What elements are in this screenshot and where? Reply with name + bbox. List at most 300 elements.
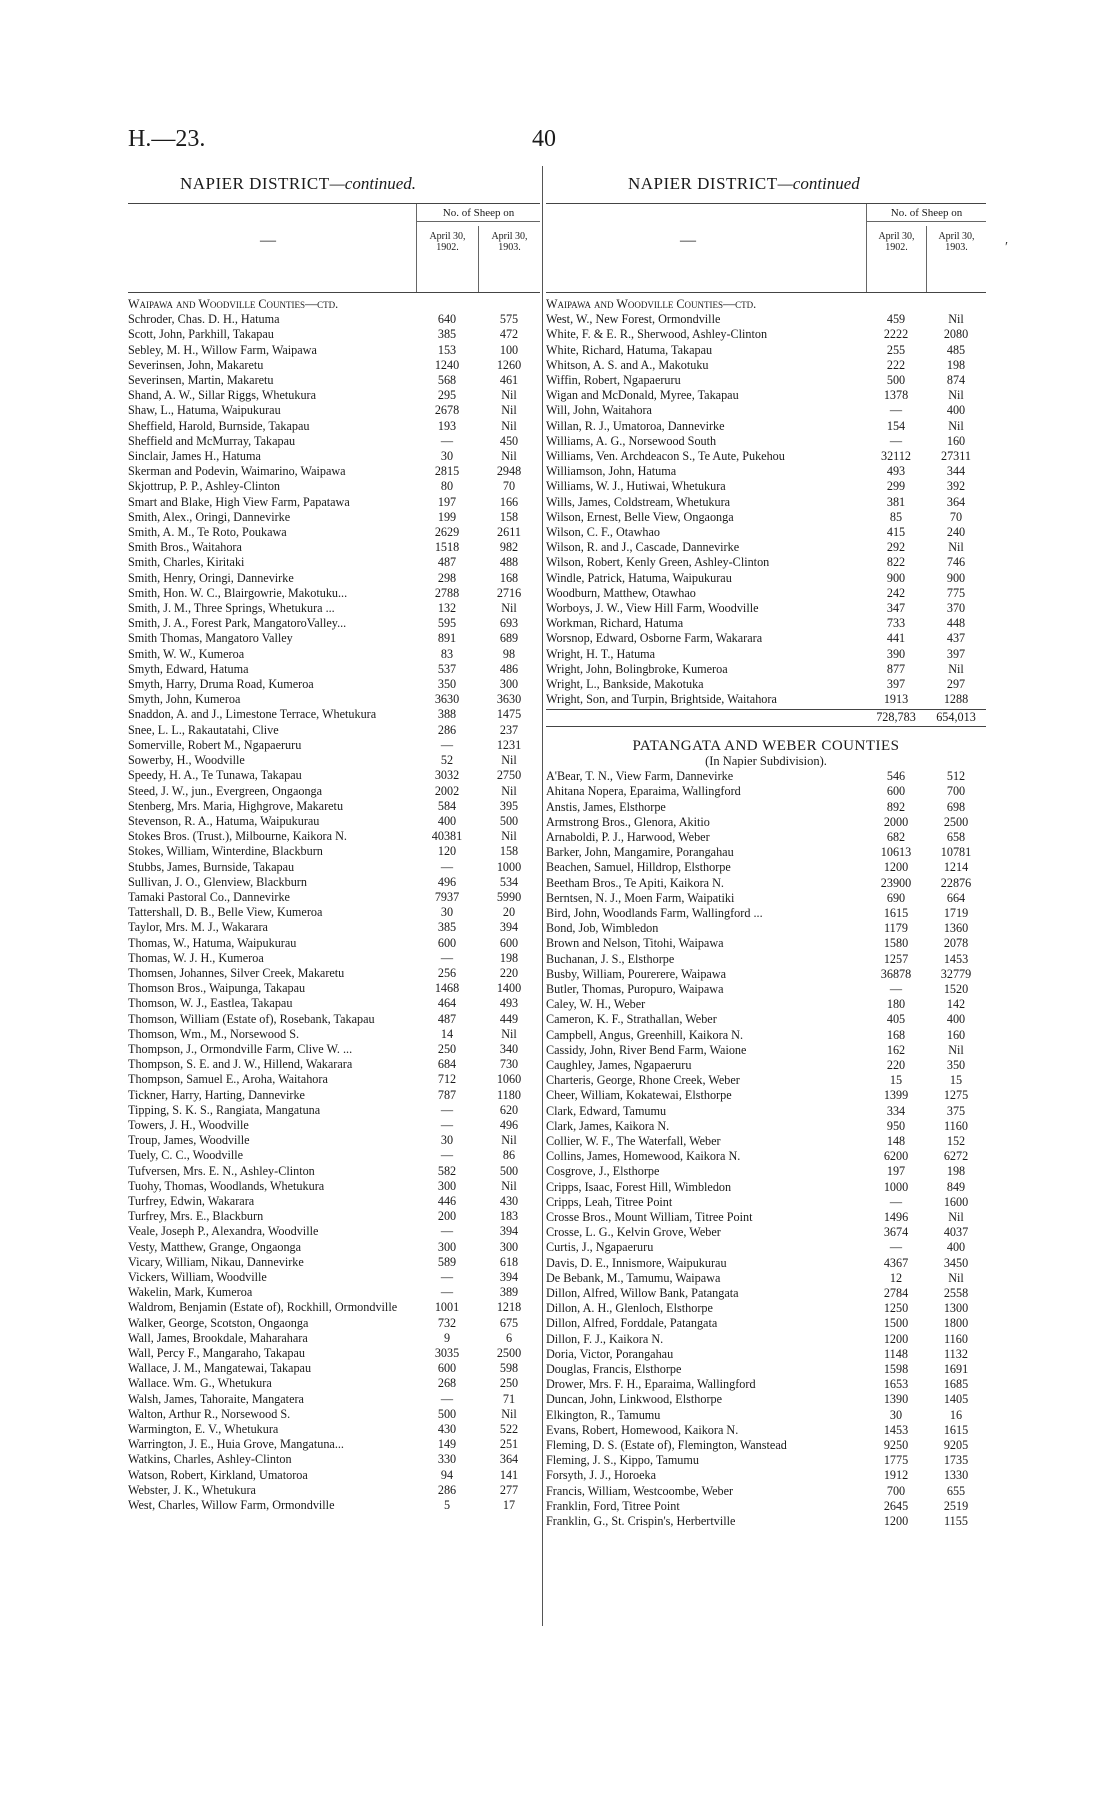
sheep-1902: 500 (886, 373, 906, 388)
sheep-1902: 286 (437, 722, 457, 737)
sheep-1902: 682 (886, 829, 906, 844)
sheep-1902: 640 (437, 312, 457, 327)
table-row (128, 327, 540, 342)
table-row (128, 1270, 540, 1285)
table-row (546, 921, 986, 936)
sheep-1903: 664 (946, 890, 966, 905)
table-row (128, 890, 540, 905)
sheep-1903: 900 (946, 570, 966, 585)
sheep-1902: 493 (886, 464, 906, 479)
sheep-1903: 496 (499, 1117, 519, 1132)
sheep-1903: 1360 (943, 921, 969, 936)
sheep-1903: 166 (499, 494, 519, 509)
sheep-1902: 52 (440, 753, 454, 768)
left-table-header (128, 203, 540, 293)
table-row (546, 464, 986, 479)
owner-name: Speedy, H. A., Te Tunawa, Takapau (128, 768, 302, 783)
table-row (546, 616, 986, 631)
sheep-1903: 1260 (496, 357, 522, 372)
owner-name: Cosgrove, J., Elsthorpe (546, 1164, 660, 1179)
table-row (546, 373, 986, 388)
sheep-1903: 1160 (944, 1331, 968, 1346)
sheep-1903: 500 (499, 1163, 519, 1178)
table-row (546, 555, 986, 570)
sheep-1903: 16 (949, 1407, 963, 1422)
sheep-1903: 1288 (943, 692, 969, 707)
sheep-1903: 400 (946, 1012, 966, 1027)
sheep-1902: 600 (437, 1361, 457, 1376)
owner-name: Sowerby, H., Woodville (128, 753, 245, 768)
table-row (546, 1423, 986, 1438)
right-column (546, 203, 986, 1529)
page-number: 40 (532, 126, 556, 152)
sheep-1903: 485 (946, 342, 966, 357)
owner-name: Stubbs, James, Burnside, Takapau (128, 859, 295, 874)
table-row (128, 358, 540, 373)
table-row (128, 1316, 540, 1331)
sheep-1903: 1060 (496, 1072, 522, 1087)
sheep-1902: 2645 (883, 1498, 909, 1513)
table-row (546, 1499, 986, 1514)
sheep-1902: 120 (437, 844, 457, 859)
sheep-1903: 251 (499, 1437, 519, 1452)
owner-name: Williams, A. G., Norsewood South (546, 433, 717, 448)
table-row (546, 1012, 986, 1027)
sheep-1903: Nil (948, 312, 964, 327)
sheep-1902: 347 (886, 601, 906, 616)
sheep-1902: 381 (886, 494, 906, 509)
sheep-1902: 1500 (883, 1316, 909, 1331)
table-row (546, 1164, 986, 1179)
sheep-1903: 277 (499, 1482, 519, 1497)
owner-name: Wall, Percy F., Mangaraho, Takapau (128, 1346, 306, 1361)
sheep-1903: Nil (948, 1042, 964, 1057)
sheep-1903: 655 (946, 1483, 966, 1498)
owner-name: Arnaboldi, P. J., Harwood, Weber (546, 829, 710, 844)
owner-name: Whitson, A. S. and A., Makotuku (546, 357, 709, 372)
sheep-1903: 448 (946, 616, 966, 631)
sheep-1903: 1719 (943, 905, 969, 920)
sheep-1902: 1001 (434, 1300, 460, 1315)
sheep-1903: 1275 (943, 1088, 969, 1103)
sheep-1903: 9205 (943, 1438, 969, 1453)
owner-name: Turfrey, Mrs. E., Blackburn (128, 1209, 264, 1224)
sheep-1903: 17 (502, 1498, 516, 1513)
owner-name: Caughley, James, Ngapaeruru (546, 1057, 692, 1072)
sheep-1903: 15 (949, 1073, 963, 1088)
sheep-1902: 487 (437, 1011, 457, 1026)
table-row (128, 1103, 540, 1118)
owner-name: Walker, George, Scotston, Ongaonga (128, 1315, 309, 1330)
table-row (546, 936, 986, 951)
table-row (546, 692, 986, 707)
table-row (546, 479, 986, 494)
owner-name: Smith Bros., Waitahora (128, 540, 242, 555)
sheep-1903: Nil (501, 1133, 517, 1148)
table-row (546, 1104, 986, 1119)
table-row (128, 1331, 540, 1346)
owner-name: Beetham Bros., Te Apiti, Kaikora N. (546, 875, 724, 890)
sheep-1902: 132 (437, 601, 457, 616)
owner-name: Turfrey, Edwin, Wakarara (128, 1193, 255, 1208)
owner-name: West, Charles, Willow Farm, Ormondville (128, 1498, 335, 1513)
table-row (128, 1012, 540, 1027)
sheep-1903: 394 (499, 1224, 519, 1239)
table-row (128, 1498, 540, 1513)
sheep-1903: 297 (946, 677, 966, 692)
sheep-1902: 2002 (434, 783, 460, 798)
owner-name: Wilson, Ernest, Belle View, Ongaonga (546, 509, 734, 524)
sheep-1903: 71 (502, 1391, 516, 1406)
sheep-1903: 1155 (944, 1514, 968, 1529)
sheep-1902: 397 (886, 677, 906, 692)
table-row (546, 1195, 986, 1210)
total-1902: 728,783 (876, 710, 916, 725)
table-row (128, 1133, 540, 1148)
owner-name: Franklin, G., St. Crispin's, Herbertville (546, 1514, 736, 1529)
sheep-1902: 2222 (883, 327, 909, 342)
table-row (546, 1484, 986, 1499)
owner-name: Smith, Henry, Oringi, Dannevirke (128, 570, 294, 585)
sheep-1902: 2788 (434, 585, 460, 600)
table-row (128, 1088, 540, 1103)
owner-name: Tamaki Pastoral Co., Dannevirke (128, 889, 290, 904)
owner-name: West, W., New Forest, Ormondville (546, 312, 721, 327)
sheep-1902: 5 (443, 1498, 451, 1513)
sheep-1902: 10613 (880, 845, 912, 860)
owner-name: Wigan and McDonald, Myree, Takapau (546, 388, 739, 403)
sheep-1902: 85 (889, 509, 903, 524)
sheep-1902: 168 (886, 1027, 906, 1042)
table-row (128, 1148, 540, 1163)
sheep-1903: 675 (499, 1315, 519, 1330)
sheep-1903: 3450 (943, 1255, 969, 1270)
table-row (128, 419, 540, 434)
table-row (128, 616, 540, 631)
owner-name: Sullivan, J. O., Glenview, Blackburn (128, 874, 307, 889)
sheep-1903: Nil (501, 783, 517, 798)
owner-name: Smyth, Harry, Druma Road, Kumeroa (128, 677, 314, 692)
sheep-1902: 242 (886, 585, 906, 600)
sheep-1903: 450 (499, 433, 519, 448)
sheep-1902: 487 (437, 555, 457, 570)
owner-name: Shand, A. W., Sillar Riggs, Whetukura (128, 388, 316, 403)
sheep-1903: 344 (946, 464, 966, 479)
sheep-1903: 395 (499, 798, 519, 813)
sheep-1903: 658 (946, 829, 966, 844)
sheep-1903: 250 (499, 1376, 519, 1391)
sheep-1902: 900 (886, 570, 906, 585)
table-row (546, 1438, 986, 1453)
table-row (546, 449, 986, 464)
sheep-1902: 222 (886, 357, 906, 372)
owner-name: Duncan, John, Linkwood, Elsthorpe (546, 1392, 723, 1407)
sheep-1902: 430 (437, 1422, 457, 1437)
right-table-body (546, 297, 986, 1529)
owner-name: Cheer, William, Kokatewai, Elsthorpe (546, 1088, 732, 1103)
owner-name: Beachen, Samuel, Hilldrop, Elsthorpe (546, 860, 731, 875)
table-row (128, 723, 540, 738)
sheep-1902: 1000 (883, 1179, 909, 1194)
table-row (128, 753, 540, 768)
table-row (128, 1376, 540, 1391)
owner-name: Fleming, J. S., Kippo, Tamumu (546, 1453, 699, 1468)
owner-name: Wright, Son, and Turpin, Brightside, Waitahora (546, 692, 777, 707)
table-row (546, 860, 986, 875)
sheep-1902: 1775 (883, 1453, 909, 1468)
sheep-1902: 4367 (883, 1255, 909, 1270)
sheep-1902: 1913 (883, 692, 909, 707)
table-row (546, 1073, 986, 1088)
owner-name: Wilson, R. and J., Cascade, Dannevirke (546, 540, 740, 555)
owner-name: Wilson, C. F., Otawhao (546, 525, 660, 540)
table-row (128, 647, 540, 662)
table-row (546, 1392, 986, 1407)
sheep-1902: 300 (437, 1178, 457, 1193)
owner-name: Forsyth, J. J., Horoeka (546, 1468, 657, 1483)
owner-name: Thomsen, Johannes, Silver Creek, Makaretu (128, 965, 345, 980)
sheep-1903: Nil (948, 540, 964, 555)
section2-subtitle: (In Napier Subdivision). (705, 753, 827, 768)
owner-name: Francis, William, Westcoombe, Weber (546, 1483, 734, 1498)
table-row (128, 1285, 540, 1300)
sheep-1902: — (889, 981, 903, 996)
section-heading: Waipawa and Woodville Counties—ctd. (128, 297, 339, 311)
sheep-1902: 537 (437, 661, 457, 676)
table-row (128, 951, 540, 966)
table-row (128, 1422, 540, 1437)
sheep-1902: 94 (440, 1467, 454, 1482)
left-section-heading (128, 297, 540, 312)
owner-name: Thomson, William (Estate of), Rosebank, Takapau (128, 1011, 375, 1026)
table-row (546, 1301, 986, 1316)
owner-name: Sebley, M. H., Willow Farm, Waipawa (128, 342, 317, 357)
owner-name: Collins, James, Homewood, Kaikora N. (546, 1149, 741, 1164)
table-row (128, 905, 540, 920)
owner-name: Vicary, William, Nikau, Dannevirke (128, 1254, 304, 1269)
margin-mark: ′ (1005, 240, 1009, 255)
owner-name: Cameron, K. F., Strathallan, Weber (546, 1012, 717, 1027)
owner-name: Cripps, Leah, Titree Point (546, 1194, 673, 1209)
table-row (128, 707, 540, 722)
owner-name: Thomson, W. J., Eastlea, Takapau (128, 996, 293, 1011)
table-row (546, 1362, 986, 1377)
table-row (546, 845, 986, 860)
table-row (546, 434, 986, 449)
sheep-1903: 400 (946, 403, 966, 418)
table-row (546, 1225, 986, 1240)
table-row (128, 966, 540, 981)
sheep-1903: 392 (946, 479, 966, 494)
table-row (546, 1180, 986, 1195)
owner-name: Charteris, George, Rhone Creek, Weber (546, 1073, 740, 1088)
sheep-1903: 2519 (943, 1498, 969, 1513)
sheep-1902: 36878 (880, 966, 912, 981)
owner-name: Woodburn, Matthew, Otawhao (546, 585, 696, 600)
sheep-1903: 1400 (496, 981, 522, 996)
table-row (128, 1209, 540, 1224)
sheep-1903: 1300 (943, 1301, 969, 1316)
sheep-1903: 493 (499, 996, 519, 1011)
sheep-1903: 512 (946, 769, 966, 784)
owner-name: Windle, Patrick, Hatuma, Waipukurau (546, 570, 732, 585)
sheep-1903: 746 (946, 555, 966, 570)
sheep-1902: 299 (886, 479, 906, 494)
table-row (128, 1255, 540, 1270)
owner-name: Smith, Charles, Kiritaki (128, 555, 245, 570)
sheep-1902: 268 (437, 1376, 457, 1391)
sheep-1903: Nil (501, 403, 517, 418)
owner-name: De Bebank, M., Tamumu, Waipawa (546, 1270, 721, 1285)
owner-name: Troup, James, Woodville (128, 1133, 250, 1148)
sheep-1903: 522 (499, 1422, 519, 1437)
sheep-1903: 237 (499, 722, 519, 737)
left-header-date-1903: April 30, 1903. (491, 231, 528, 253)
sheep-1902: 582 (437, 1163, 457, 1178)
owner-name: Webster, J. K., Whetukura (128, 1482, 256, 1497)
table-row (128, 692, 540, 707)
sheep-1903: 20 (502, 905, 516, 920)
sheep-1902: 7937 (434, 889, 460, 904)
sheep-1903: 6272 (943, 1149, 969, 1164)
sheep-1903: 400 (946, 1240, 966, 1255)
sheep-1903: Nil (948, 1270, 964, 1285)
owner-name: Stokes Bros. (Trust.), Milbourne, Kaikora N. (128, 829, 347, 844)
owner-name: Wilson, Robert, Kenly Green, Ashley-Clinton (546, 555, 770, 570)
table-row (546, 647, 986, 662)
owner-name: Brown and Nelson, Titohi, Waipawa (546, 936, 724, 951)
sheep-1903: 534 (499, 874, 519, 889)
sheep-1903: Nil (501, 601, 517, 616)
table-row (546, 358, 986, 373)
sheep-1903: 364 (499, 1452, 519, 1467)
owner-name: Barker, John, Mangamire, Porangahau (546, 845, 734, 860)
sheep-1903: 70 (502, 479, 516, 494)
sheep-1902: 3674 (883, 1225, 909, 1240)
sheep-1903: 160 (946, 1027, 966, 1042)
sheep-1902: 1200 (883, 1514, 909, 1529)
owner-name: Thompson, J., Ormondville Farm, Clive W. ... (128, 1041, 353, 1056)
owner-name: A'Bear, T. N., View Farm, Dannevirke (546, 769, 734, 784)
table-row (546, 830, 986, 845)
owner-name: Tipping, S. K. S., Rangiata, Mangatuna (128, 1102, 321, 1117)
table-row (128, 1361, 540, 1376)
owner-name: Thomas, W., Hatuma, Waipukurau (128, 935, 297, 950)
sheep-1903: 98 (502, 646, 516, 661)
sheep-1902: 193 (437, 418, 457, 433)
sheep-1903: 4037 (943, 1225, 969, 1240)
sheep-1902: 892 (886, 799, 906, 814)
table-row (128, 875, 540, 890)
sheep-1902: 250 (437, 1041, 457, 1056)
sheep-1902: 154 (886, 418, 906, 433)
sheep-1903: 874 (946, 373, 966, 388)
sheep-1902: 1615 (883, 905, 909, 920)
owner-name: Smart and Blake, High View Farm, Papatawa (128, 494, 350, 509)
owner-name: Sinclair, James H., Hatuma (128, 449, 261, 464)
owner-name: Clark, Edward, Tamumu (546, 1103, 667, 1118)
sheep-1902: 415 (886, 525, 906, 540)
sheep-1903: 1691 (943, 1362, 969, 1377)
table-row (128, 434, 540, 449)
owner-name: Snee, L. L., Rakautatahi, Clive (128, 722, 279, 737)
owner-name: Wallace. Wm. G., Whetukura (128, 1376, 272, 1391)
owner-name: Wiffin, Robert, Ngapaeruru (546, 373, 681, 388)
sheep-1903: 1600 (943, 1194, 969, 1209)
table-row (546, 1134, 986, 1149)
owner-name: Butler, Thomas, Puropuro, Waipawa (546, 981, 724, 996)
right-header-date-1902: April 30, 1902. (878, 231, 915, 253)
table-row (128, 540, 540, 555)
sheep-1902: 1496 (883, 1209, 909, 1224)
right-header-dash: — (680, 232, 696, 249)
owner-name: Evans, Robert, Homewood, Kaikora N. (546, 1422, 739, 1437)
sheep-1902: 330 (437, 1452, 457, 1467)
table-row (546, 1332, 986, 1347)
owner-name: Scott, John, Parkhill, Takapau (128, 327, 274, 342)
sheep-1903: 27311 (940, 449, 972, 464)
sheep-1902: — (440, 1117, 454, 1132)
owner-name: Davis, D. E., Innismore, Waipukurau (546, 1255, 727, 1270)
table-row (128, 1392, 540, 1407)
sheep-1902: 1468 (434, 981, 460, 996)
owner-name: Towers, J. H., Woodville (128, 1117, 249, 1132)
sheep-1902: 30 (440, 449, 454, 464)
owner-name: Collier, W. F., The Waterfall, Weber (546, 1133, 721, 1148)
sheep-1902: 12 (889, 1270, 903, 1285)
sheep-1902: 690 (886, 890, 906, 905)
table-row (546, 952, 986, 967)
table-row (546, 1453, 986, 1468)
sheep-1902: 197 (886, 1164, 906, 1179)
sheep-1902: 589 (437, 1254, 457, 1269)
sheep-1903: Nil (948, 661, 964, 676)
sheep-1902: 1378 (883, 388, 909, 403)
sheep-1902: 700 (886, 1483, 906, 1498)
sheep-1903: 1405 (943, 1392, 969, 1407)
sheep-1903: 397 (946, 646, 966, 661)
owner-name: Busby, William, Pourerere, Waipawa (546, 966, 727, 981)
owner-name: Crosse Bros., Mount William, Titree Point (546, 1209, 753, 1224)
sheep-1902: 400 (437, 813, 457, 828)
table-row (546, 815, 986, 830)
left-title-text: NAPIER DISTRICT (180, 174, 330, 193)
sheep-1903: 10781 (940, 845, 972, 860)
owner-name: Sheffield, Harold, Burnside, Takapau (128, 418, 310, 433)
sheep-1903: 1475 (496, 707, 522, 722)
sheep-1903: 2750 (496, 768, 522, 783)
table-row (546, 312, 986, 327)
sheep-1903: 100 (499, 342, 519, 357)
sheep-1903: 300 (499, 1239, 519, 1254)
sheep-1902: 256 (437, 965, 457, 980)
sheep-1903: 1132 (944, 1346, 968, 1361)
sheep-1903: 486 (499, 661, 519, 676)
document-reference: H.—23. (128, 126, 206, 152)
sheep-1902: 446 (437, 1193, 457, 1208)
right-title-suffix: —continued (777, 174, 860, 193)
right-title (628, 174, 860, 194)
owner-name: Severinsen, John, Makaretu (128, 357, 264, 372)
sheep-1903: 1231 (496, 737, 522, 752)
sheep-1903: Nil (501, 1178, 517, 1193)
sheep-1902: 30 (889, 1407, 903, 1422)
table-row (546, 1043, 986, 1058)
owner-name: Waldrom, Benjamin (Estate of), Rockhill, Ormondville (128, 1300, 398, 1315)
sheep-1902: 162 (886, 1042, 906, 1057)
owner-name: Wright, L., Bankside, Makotuka (546, 677, 704, 692)
table-row (546, 876, 986, 891)
